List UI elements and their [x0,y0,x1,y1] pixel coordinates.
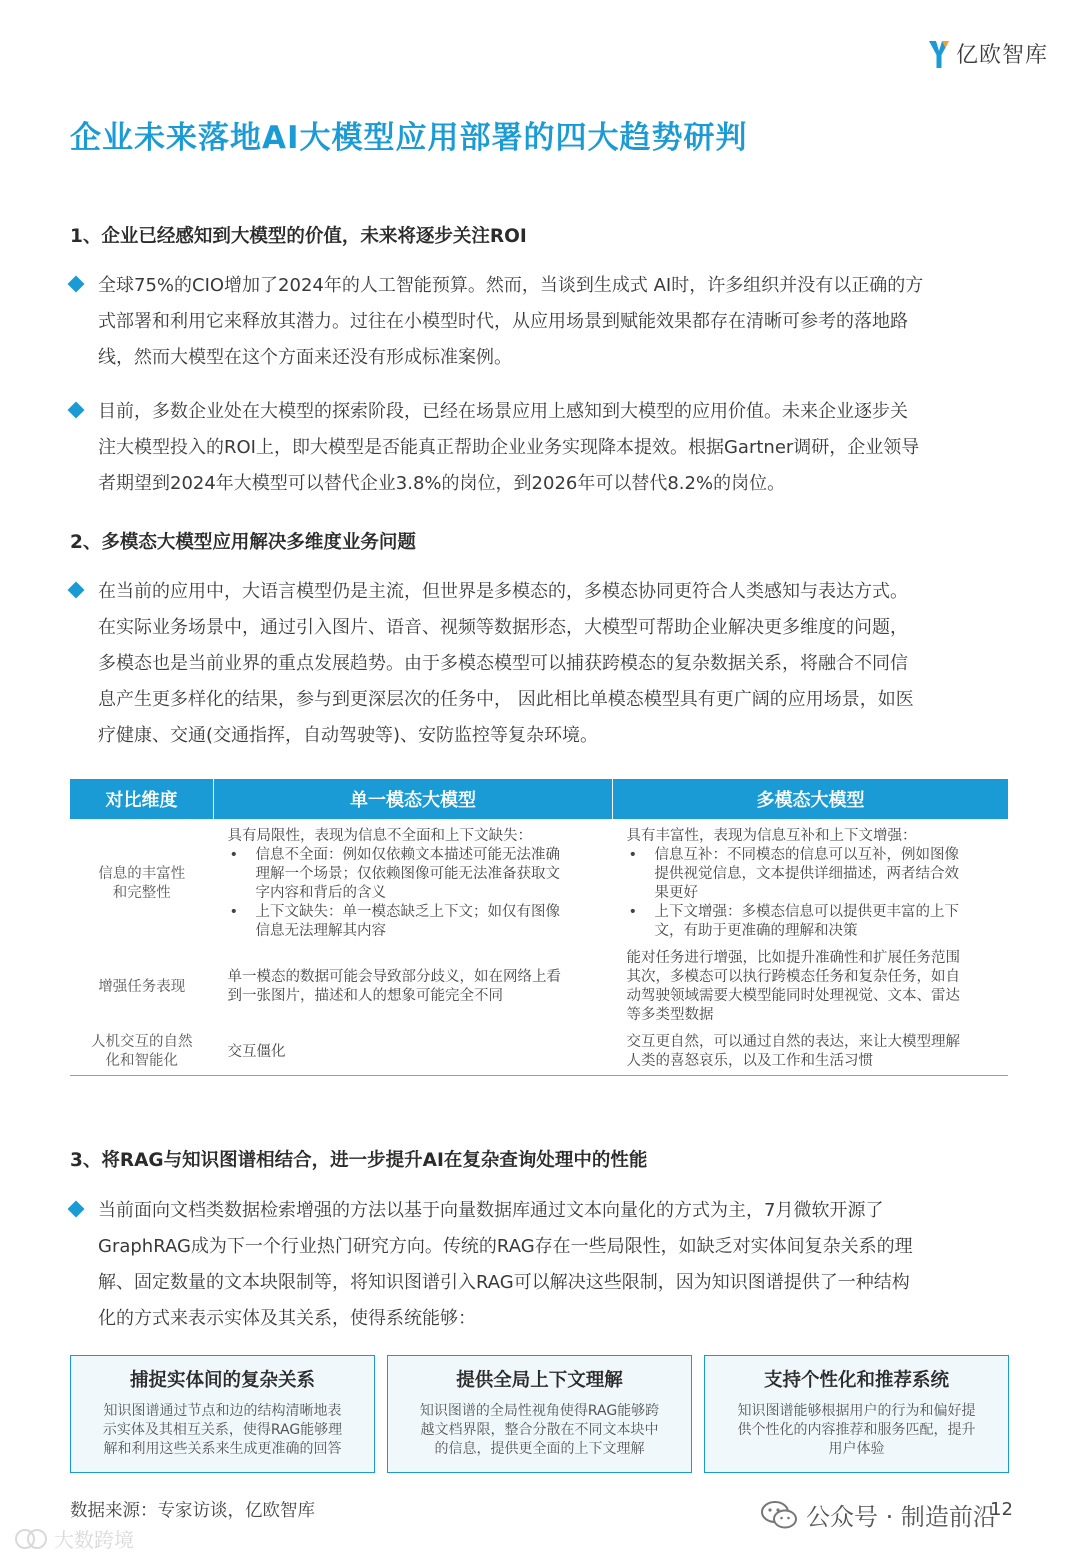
table-cell-multi [613,819,1009,945]
diamond-bullet-icon [68,582,85,599]
diamond-bullet-icon [68,402,85,419]
text-line: 当前面向文档类数据检索增强的方法以基于向量数据库通过文本向量化的方式为主，7月微软开源了 [98,1200,884,1221]
page-title: 企业未来落地AI大模型应用部署的四大趋势研判 [70,120,748,156]
text-line: 式部署和利用它来释放其潜力。过往在小模型时代，从应用场景到赋能效果都存在清晰可参考的落地路 [98,311,908,332]
text-line: 具有丰富性，表现为信息互补和上下文增强： [626,828,917,844]
bullet-dot: • [229,847,239,863]
text-line: 人机交互的自然 [91,1034,193,1050]
text-line: 到一张图片，描述和人的想象可能完全不同 [227,988,503,1004]
list-item [627,846,1001,903]
text-line: 在实际业务场景中，通过引入图片、语音、视频等数据形态，大模型可帮助企业解决更多维度的问题， [98,617,908,638]
text-line: 果更好 [654,885,698,901]
text-line: 疗健康、交通(交通指挥，自动驾驶等)、安防监控等复杂环境。 [98,725,599,746]
feature-box-body [402,1402,677,1459]
text-line: 者期望到2024年大模型可以替代企业3.8%的岗位，到2026年可以替代8.2%的岗位。 [98,473,786,494]
bullet-dot: • [628,904,638,920]
text-line: 知识图谱能够根据用户的行为和偏好提 [737,1403,976,1419]
list-item [228,846,605,903]
diamond-bullet-icon [68,276,85,293]
wechat-account-name: 公众号 · 制造前沿 [806,1503,997,1531]
text-line: 上下文缺失：单一模态缺乏上下文；如仅有图像 [255,904,560,920]
text-line: 上下文增强：多模态信息可以提供更丰富的上下 [654,904,959,920]
section-1-bullet-2 [70,394,1015,502]
text-line: 息产生更多样化的结果，参与到更深层次的任务中， 因此相比单模态模型具有更广阔的应用场景，如医 [98,689,914,710]
text-line: 单一模态的数据可能会导致部分歧义，如在网络上看 [227,969,561,985]
text-line: 信息互补：不同模态的信息可以互补，例如图像 [654,847,959,863]
feature-box-global-context [387,1355,692,1473]
page-number: 12 [990,1499,1013,1520]
bullet-dot: • [628,847,638,863]
table-header-row [70,779,1008,819]
table-cell-dimension [70,819,214,945]
wechat-icon [760,1500,798,1530]
table-cell-single: 交互僵化 [214,1029,613,1076]
text-line: 线，然而大模型在这个方面来还没有形成标准案例。 [98,347,512,368]
section-1-heading: 1、企业已经感知到大模型的价值，未来将逐步关注ROI [70,226,527,247]
table-header-multi-modal: 多模态大模型 [613,779,1009,819]
feature-box-title: 捕捉实体间的复杂关系 [129,1370,315,1391]
list-item [228,903,605,941]
logo [928,38,1048,69]
table-row [70,945,1008,1029]
table-row [70,1029,1008,1076]
watermark-text: 大数跨境 [54,1528,134,1552]
text-line: 文，有助于更准确的理解和决策 [654,923,858,939]
table-cell-single [214,819,613,945]
text-line: 人类的喜怒哀乐，以及工作和生活习惯 [626,1053,873,1069]
table-cell-single [214,945,613,1029]
table-cell-dimension [70,1029,214,1076]
text-line: 注大模型投入的ROI上，即大模型是否能真正帮助企业业务实现降本提效。根据Gartner调研，企业领导 [98,437,920,458]
text-line: 用户体验 [828,1441,885,1457]
section-2-bullet [70,574,1015,754]
text-line: 示实体及其相互关系，使得RAG能够理 [102,1422,343,1438]
text-line: 在当前的应用中，大语言模型仍是主流，但世界是多模态的，多模态协同更符合人类感知与表达方式。 [98,581,908,602]
feature-box-title: 提供全局上下文理解 [456,1370,623,1391]
logo-mark-icon [928,39,950,69]
text-line: GraphRAG成为下一个行业热门研究方向。传统的RAG存在一些局限性，如缺乏对实体间复杂关系的理 [98,1236,913,1257]
section-3-bullet [70,1193,1015,1337]
text-line: 信息无法理解其内容 [255,923,386,939]
text-line: 理解一个场景；仅依赖图像可能无法准备获取文 [255,866,560,882]
diamond-bullet-icon [68,1201,85,1218]
text-line: 字内容和背后的含义 [255,885,386,901]
feature-box-body [85,1402,360,1459]
feature-box-title: 支持个性化和推荐系统 [763,1370,949,1391]
text-line: 解、固定数量的文本块限制等，将知识图谱引入RAG可以解决这些限制，因为知识图谱提供了一种结构 [98,1272,910,1293]
text-line: 目前，多数企业处在大模型的探索阶段，已经在场景应用上感知到大模型的应用价值。未来企业逐步关 [98,401,908,422]
text-line: 知识图谱通过节点和边的结构清晰地表 [103,1403,342,1419]
feature-box-body [719,1402,994,1459]
text-line: 全球75%的CIO增加了2024年的人工智能预算。然而，当谈到生成式 AI时，许多组织并没有以正确的方 [98,275,924,296]
text-line: 供个性化的内容推荐和服务匹配，提升 [737,1422,976,1438]
text-line: 动驾驶领域需要大模型能同时处理视觉、文本、雷达 [626,988,960,1004]
text-line: 化的方式来表示实体及其关系，使得系统能够： [98,1308,476,1329]
table-row [70,819,1008,945]
text-line: 化和智能化 [105,1053,178,1069]
section-1-bullet-1 [70,268,1015,376]
text-line: 信息不全面：例如仅依赖文本描述可能无法准确 [255,847,560,863]
text-line: 和完整性 [112,885,171,901]
text-line: 交互更自然，可以通过自然的表达，来让大模型理解 [626,1034,960,1050]
bullet-dot: • [229,904,239,920]
comparison-table [70,779,1008,1076]
feature-box-relations [70,1355,375,1473]
section-3-heading: 3、将RAG与知识图谱相结合，进一步提升AI在复杂查询处理中的性能 [70,1150,648,1171]
text-line: 提供视觉信息，文本提供详细描述，两者结合效 [654,866,959,882]
list-item [627,903,1001,941]
data-source: 数据来源：专家访谈，亿欧智库 [70,1501,315,1521]
section-2-heading: 2、多模态大模型应用解决多维度业务问题 [70,532,416,553]
text-line: 信息的丰富性 [98,866,186,882]
table-cell-multi [613,945,1009,1029]
text-line: 解和利用这些关系来生成更准确的回答 [103,1441,342,1457]
text-line: 其次，多模态可以执行跨模态任务和复杂任务，如自 [626,969,960,985]
text-line: 能对任务进行增强，比如提升准确性和扩展任务范围 [626,950,960,966]
text-line: 具有局限性，表现为信息不全面和上下文缺失： [227,828,532,844]
text-line: 多模态也是当前业界的重点发展趋势。由于多模态模型可以捕获跨模态的复杂数据关系，将融合不同信 [98,653,908,674]
table-cell-dimension: 增强任务表现 [98,978,186,995]
logo-text: 亿欧智库 [956,43,1049,68]
watermark-logo-icon [14,1528,48,1550]
wechat-account [760,1497,997,1532]
table-cell-multi [613,1029,1009,1076]
feature-box-personalization [704,1355,1009,1473]
text-line: 的信息，提供更全面的上下文理解 [434,1441,645,1457]
watermark [14,1524,134,1553]
text-line: 知识图谱的全局性视角使得RAG能够跨 [419,1403,660,1419]
table-header-dimension: 对比维度 [70,779,214,819]
table-header-single-modal: 单一模态大模型 [214,779,613,819]
text-line: 等多类型数据 [626,1007,714,1023]
text-line: 越文档界限，整合分散在不同文本块中 [420,1422,659,1438]
